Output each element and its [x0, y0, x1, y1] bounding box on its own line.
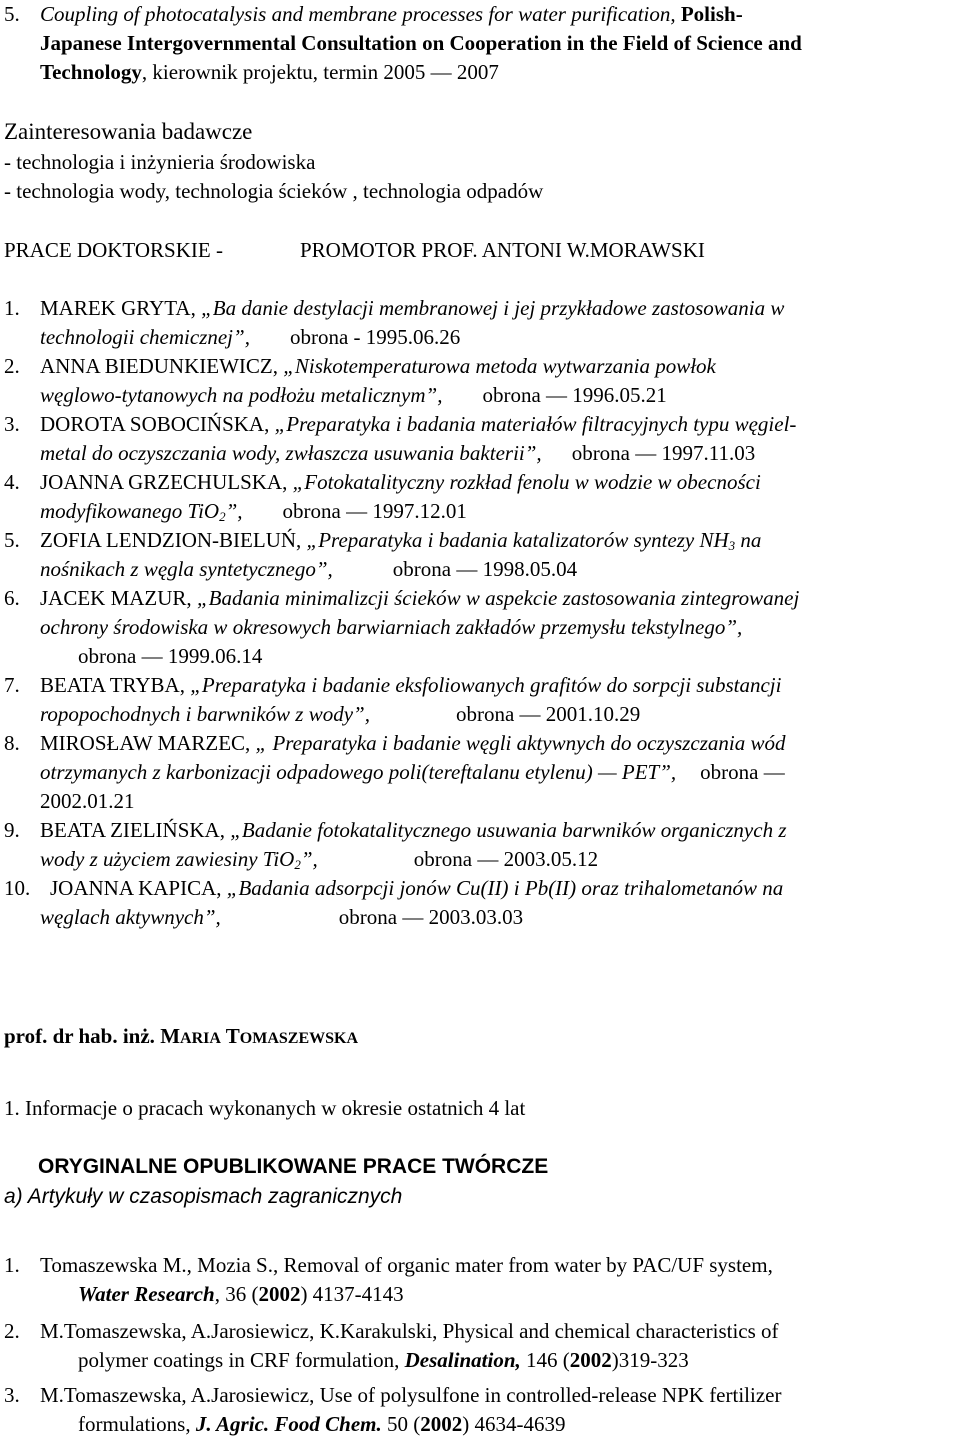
- phd-item: 8. MIROSŁAW MARZEC, „ Preparatyka i badanie węgli aktywnych do oczyszczania wód otrzymanych z karbonizacji odpadowego poli(tereftalanu etylenu) — PET”, obrona — 2002.01.21: [4, 731, 786, 813]
- interests-heading: Zainteresowania badawcze: [4, 119, 253, 144]
- interest-item: - technologia wody, technologia ścieków , technologia odpadów: [4, 179, 544, 203]
- phd-item: 2. ANNA BIEDUNKIEWICZ, „Niskotemperaturowa metoda wytwarzania powłok węglowo-tytanowych na podłożu metalicznym”, obrona — 1996.05.21: [4, 354, 716, 407]
- articles-heading: a) Artykuły w czasopismach zagranicznych: [4, 1185, 403, 1208]
- project-number: 5.: [4, 2, 20, 26]
- project-sponsor-line: Japanese Intergovernmental Consultation on Cooperation in the Field of Science and: [40, 31, 802, 55]
- phd-heading: [4, 236, 954, 265]
- phd-item: 4. JOANNA GRZECHULSKA, „Fotokatalityczny rozkład fenolu w wodzie w obecności modyfikowanego TiO$_2$”, obrona — 1997.12.01: [4, 470, 761, 524]
- interest-item: - technologia i inżynieria środowiska: [4, 150, 316, 174]
- promotor-label: PROMOTOR PROF. ANTONI W.MORAWSKI: [300, 238, 705, 262]
- publication-item: 3. M.Tomaszewska, A.Jarosiewicz, Use of polysulfone in controlled-release NPK fertilizer formulations, J. Agric. Food Chem. 50 (2002) 4634-4639: [4, 1383, 782, 1436]
- original-works-heading: ORYGINALNE OPUBLIKOWANE PRACE TWÓRCZE: [38, 1155, 549, 1178]
- phd-label: PRACE DOKTORSKIE -: [4, 238, 223, 262]
- phd-item: 9. BEATA ZIELIŃSKA, „Badanie fotokatalitycznego usuwania barwników organicznych z wody z użyciem zawiesiny TiO$_2$”, obrona — 2003.05.12: [4, 818, 787, 872]
- phd-item: 6. JACEK MAZUR, „Badania minimalizcji ścieków w aspekcie zastosowania zintegrowanej ochrony środowiska w okresowych barwiarniach zakładów przemysłu tekstylnego”, obrona — 1999.06.14: [4, 586, 800, 668]
- person-heading: prof. dr hab. inż. MARIA TOMASZEWSKA: [4, 1024, 359, 1048]
- publication-item: 2. M.Tomaszewska, A.Jarosiewicz, K.Karakulski, Physical and chemical characteristics of polymer coatings in CRF formulation, Desalination, 146 (2002)319-323: [4, 1319, 779, 1372]
- phd-item: 5. ZOFIA LENDZION-BIELUŃ, „Preparatyka i badania katalizatorów syntezy $NH_3$ na nośnikach z węgla syntetycznego”, obrona — 1998.05.04: [4, 528, 762, 581]
- project-sponsor-line: Technology, kierownik projektu, termin 2005 — 2007: [40, 60, 499, 84]
- phd-list: [0, 294, 960, 944]
- publication-list: [0, 1251, 960, 1441]
- research-interests: [4, 116, 954, 206]
- project-title-line: Coupling of photocatalysis and membrane processes for water purification, Polish-: [40, 2, 743, 26]
- phd-item: 10. JOANNA KAPICA, „Badania adsorpcji jonów Cu(II) i Pb(II) oraz trihalometanów na węglach aktywnych”, obrona — 2003.03.03: [4, 876, 784, 929]
- publication-item: 1. Tomaszewska M., Mozia S., Removal of organic mater from water by PAC/UF system, Water Research, 36 (2002) 4137-4143: [4, 1253, 773, 1306]
- project-item-5: [0, 0, 960, 90]
- phd-item: 7. BEATA TRYBA, „Preparatyka i badanie eksfoliowanych grafitów do sorpcji substancji ropopochodnych i barwników z wody”, obrona — 2001.10.29: [4, 673, 782, 726]
- info-line: 1. Informacje o pracach wykonanych w okresie ostatnich 4 lat: [4, 1096, 526, 1120]
- phd-item: 3. DOROTA SOBOCIŃSKA, „Preparatyka i badania materiałów filtracyjnych typu węgiel- metal do oczyszczania wody, zwłaszcza usuwania bakterii”, obrona — 1997.11.03: [4, 412, 797, 465]
- phd-item: 1. MAREK GRYTA, „Ba danie destylacji membranowej i jej przykładowe zastosowania w technologii chemicznej”, obrona - 1995.06.26: [4, 296, 785, 349]
